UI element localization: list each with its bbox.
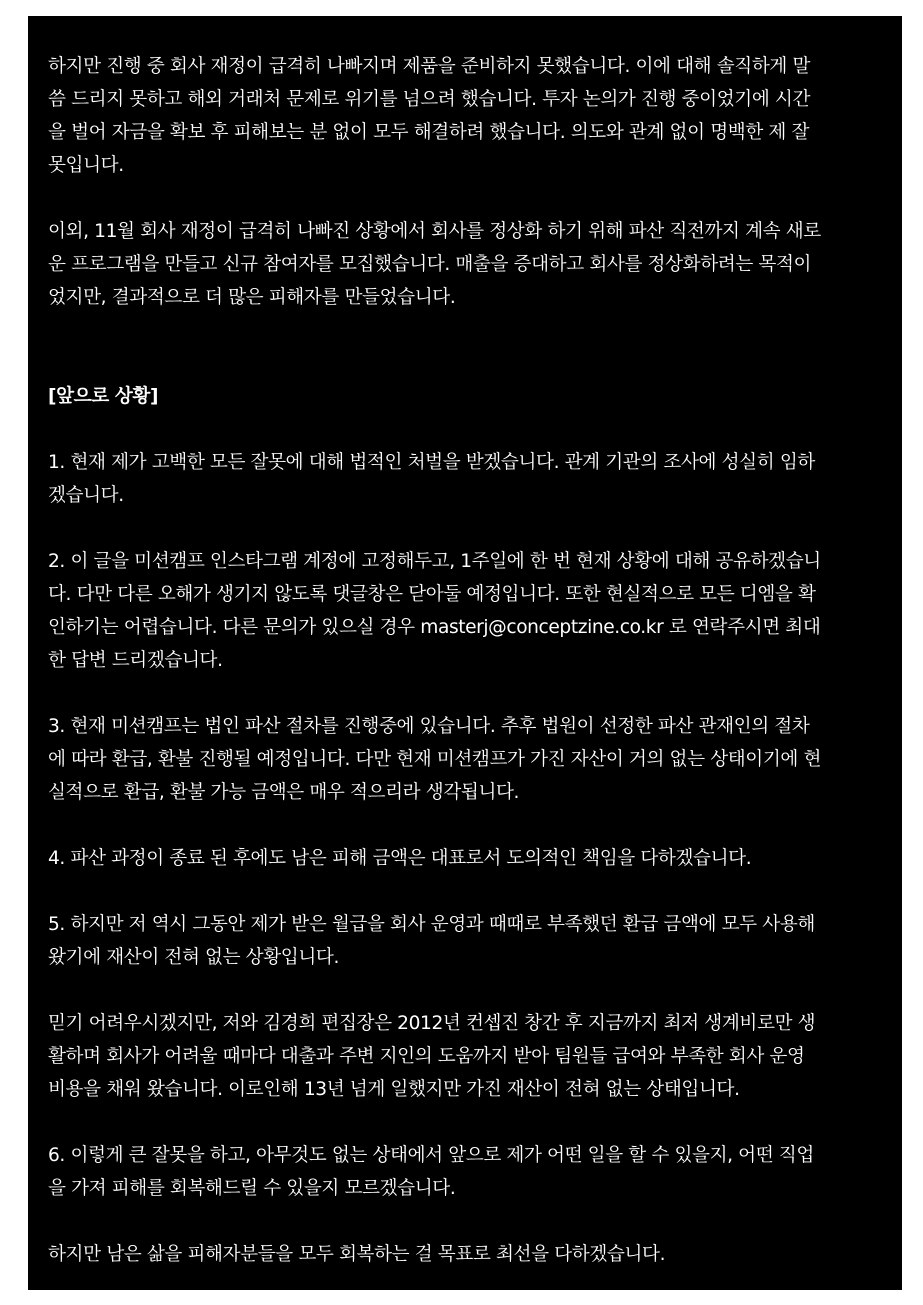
list-item-4: 4. 파산 과정이 종료 된 후에도 남은 피해 금액은 대표로서 도의적인 책임을 다하겠습니다. (48, 848, 752, 869)
list-item-1: 1. 현재 제가 고백한 모든 잘못에 대해 법적인 처벌을 받겠습니다. 관계 기관의 조사에 성실히 임하 겠습니다. (48, 452, 815, 506)
list-item-3: 3. 현재 미션캠프는 법인 파산 절차를 진행중에 있습니다. 추후 법원이 선정한 파산 관재인의 절차 에 따라 환급, 환불 진행될 예정입니다. 다만 현재 미션캠프가 가진 자산이 거의 없는 상태이기에 현 실적으로 환급, 환불 가능 금액은 매우 적으리라 생각됩니다. (48, 716, 822, 803)
paragraph-november: 이외, 11월 회사 재정이 급격히 나빠진 상황에서 회사를 정상화 하기 위해 파산 직전까지 계속 새로 운 프로그램을 만들고 신규 참여자를 모집했습니다. 매출을 증대하고 회사를 정상화하려는 목적이 었지만, 결과적으로 더 많은 피해자를 만들었습니다. (48, 221, 821, 308)
paragraph-intro: 하지만 진행 중 회사 재정이 급격히 나빠지며 제품을 준비하지 못했습니다. 이에 대해 솔직하게 말 씀 드리지 못하고 해외 거래처 문제로 위기를 넘으려 했습니다. 투자 논의가 진행 중이었기에 시간 을 벌어 자금을 확보 후 피해보는 분 없이 모두 해결하려 했습니다. 의도와 관계 없이 명백한 제 잘 못입니다. (48, 56, 811, 176)
section-heading: [앞으로 상황] (48, 386, 159, 407)
document-page (28, 16, 902, 1290)
paragraph-closing: 하지만 남은 삶을 피해자분들을 모두 회복하는 걸 목표로 최선을 다하겠습니다. (48, 1244, 666, 1265)
list-item-2: 2. 이 글을 미션캠프 인스타그램 계정에 고정해두고, 1주일에 한 번 현재 상황에 대해 공유하겠습니 다. 다만 다른 오해가 생기지 않도록 댓글창은 닫아둘 예정입니다. 또한 현실적으로 모든 디엠을 확 인하기는 어렵습니다. 다른 문의가 있으실 경우 masterj@conceptzine.co.kr 로 연락주시면 최대 한 답변 드리겠습니다. (48, 551, 821, 671)
list-item-6: 6. 이렇게 큰 잘못을 하고, 아무것도 없는 상태에서 앞으로 제가 어떤 일을 할 수 있을지, 어떤 직업 을 가져 피해를 회복해드릴 수 있을지 모르겠습니다. (48, 1145, 814, 1199)
paragraph-background: 믿기 어려우시겠지만, 저와 김경희 편집장은 2012년 컨셉진 창간 후 지금까지 최저 생계비로만 생 활하며 회사가 어려울 때마다 대출과 주변 지인의 도움까지 받아 팀원들 급여와 부족한 회사 운영 비용을 채워 왔습니다. 이로인해 13년 넘게 일했지만 가진 재산이 전혀 없는 상태입니다. (48, 1013, 816, 1100)
list-item-5: 5. 하지만 저 역시 그동안 제가 받은 월급을 회사 운영과 때때로 부족했던 환급 금액에 모두 사용해 왔기에 재산이 전혀 없는 상황입니다. (48, 914, 815, 968)
